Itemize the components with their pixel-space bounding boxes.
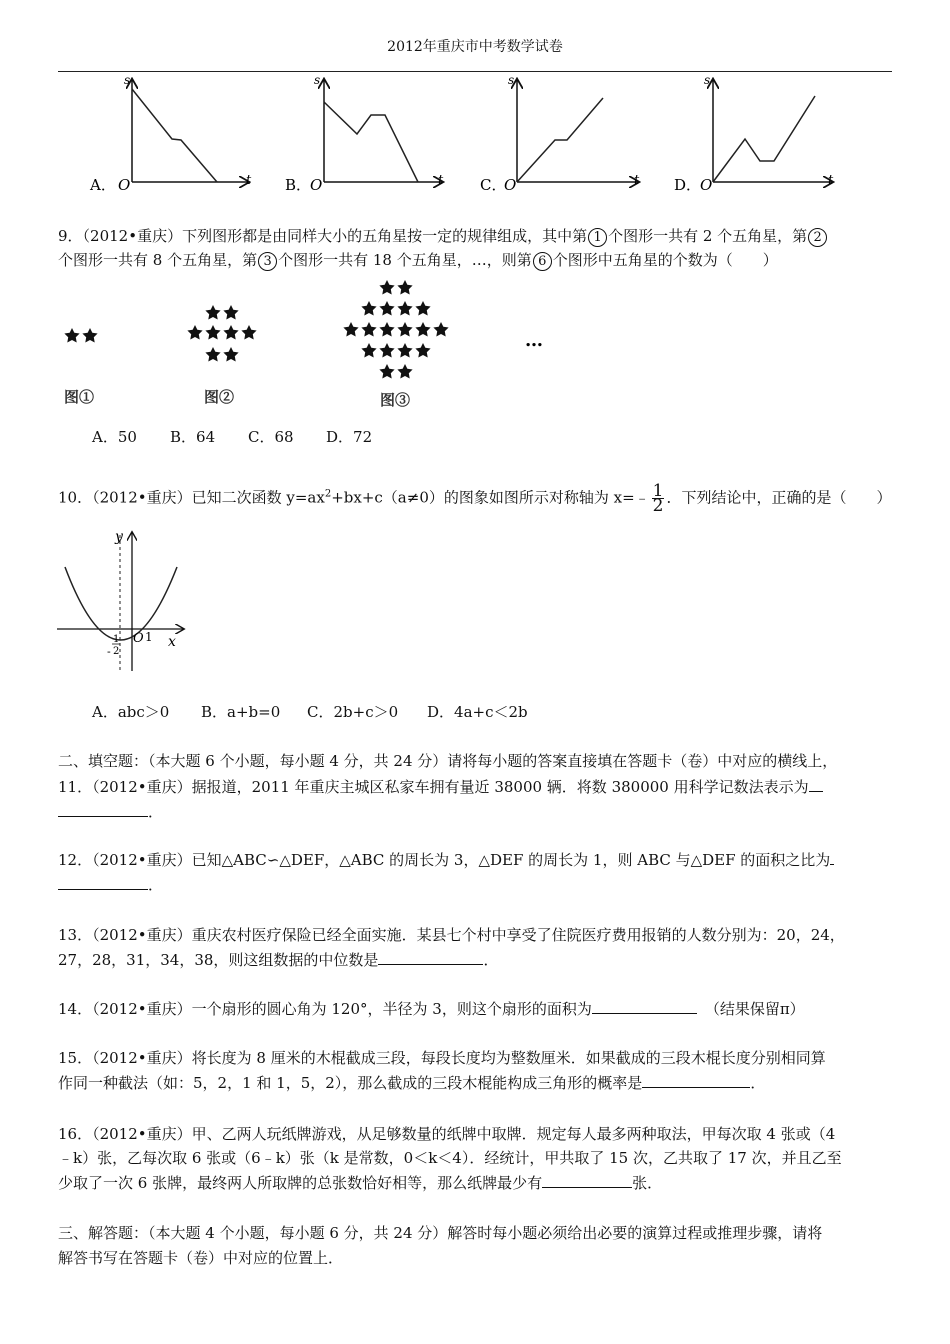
q9-line-1: 9．（2012•重庆）下列图形都是由同样大小的五角星按一定的规律组成，其中第 1 个图形一共有 2 个五角星，第 2: [58, 226, 828, 247]
q8-curve-a: [132, 89, 217, 182]
q8-curve-b: [324, 102, 418, 182]
circled-2: 2: [808, 228, 827, 247]
q8-d-s-label: s: [704, 73, 711, 87]
q12-answer-blank-start: [830, 850, 834, 865]
q8-d-origin: O: [700, 176, 713, 194]
q10-y-label: y: [115, 529, 123, 545]
q10-option-b: B．a+b=0: [201, 703, 281, 721]
circled-3: 3: [258, 252, 277, 271]
q8-c-s-label: s: [508, 73, 515, 87]
q8-graph-a: [89, 73, 252, 194]
circled-6: 6: [533, 252, 552, 271]
q10-parabola-graph: [55, 525, 200, 675]
q15-line-1: 15．（2012•重庆）将长度为 8 厘米的木棍截成三段，每段长度均为整数厘米．如果截成的三段木棍长度分别相同算: [58, 1049, 826, 1067]
q8-a-origin: O: [118, 176, 131, 194]
q9-star-figures: [60, 275, 560, 415]
q9-ellipsis: …: [525, 330, 543, 351]
q9-option-d: D．72: [326, 428, 373, 446]
q8-b-t-label: t: [438, 173, 444, 188]
q8-c-origin: O: [504, 176, 517, 194]
q8-a-t-label: t: [246, 173, 252, 188]
q8-d-t-label: t: [828, 173, 834, 188]
q11-answer-blank: [58, 802, 148, 817]
q9-fig-3-label: 图③: [380, 391, 411, 409]
q16-line-1: 16．（2012•重庆）甲、乙两人玩纸牌游戏，从足够数量的纸牌中取牌．规定每人最多两种取法，甲每次取 4 张或（4: [58, 1125, 836, 1143]
q8-c-t-label: t: [634, 173, 640, 188]
q10-one-label: 1: [145, 630, 153, 644]
q10-fraction: $\frac{1}{2}$: [652, 481, 664, 516]
circled-1: 1: [588, 228, 607, 247]
page-header-title: 2012年重庆市中考数学试卷: [387, 39, 563, 55]
q16-line-3: 少取了一次 6 张牌，最终两人所取牌的总张数恰好相等，那么纸牌最少有 张．: [58, 1174, 663, 1192]
q9-fig-1-stars: [64, 328, 97, 343]
section-3-line-1: 三、解答题：（本大题 4 个小题，每小题 6 分，共 24 分）解答时每小题必须给出必要的演算过程或推理步骤，请将: [58, 1224, 823, 1242]
q9-fig-1-label: 图①: [64, 388, 95, 406]
q16-line-2: ﹣k）张，乙每次取 6 张或（6﹣k）张（k 是常数，0＜k＜4）．经统计，甲共取了 15 次，乙共取了 17 次，并且乙至: [58, 1149, 842, 1167]
q9-fig-2-stars: [187, 305, 256, 362]
q8-b-s-label: s: [314, 73, 321, 87]
q10-half-den: 2: [113, 646, 120, 657]
q10-half-num: 1: [113, 634, 120, 645]
q10-option-c: C．2b+c＞0: [307, 703, 399, 721]
q14-answer-blank: [592, 999, 697, 1014]
q13-answer-blank: [378, 950, 483, 965]
q12-answer-blank: [58, 875, 148, 890]
q9-line-2: 个图形一共有 8 个五角星，第 3 个图形一共有 18 个五角星，…，则第 6 个图形中五角星的个数为（ ）: [58, 251, 778, 269]
q8-b-letter: B．: [285, 176, 312, 194]
q15-answer-blank: [642, 1073, 750, 1088]
q10-x-label: x: [168, 634, 176, 650]
q8-graph-c: [480, 73, 640, 194]
q9-option-b: B．64: [170, 428, 216, 446]
q8-curve-c: [517, 98, 603, 182]
q11-line-1: 11．（2012•重庆）据报道，2011 年重庆主城区私家车拥有量近 38000 辆．将数 380000 用科学记数法表示为: [58, 777, 823, 797]
q8-a-s-label: s: [124, 73, 131, 87]
q10-line-1: 10．（2012•重庆）已知二次函数 $y=ax^2+bx+c(a\ne 0)$的图象如图所示对称轴为 x=﹣ $\frac{1}{2}$ ．下列结论中，正确的是（ ）: [58, 481, 892, 516]
q8-graph-d: [674, 73, 834, 194]
section-2-title: 二、填空题：（本大题 6 个小题，每小题 4 分，共 24 分）请将每小题的答案直接填在答题卡（卷）中对应的横线上，: [58, 752, 838, 770]
q14-line-1: 14．（2012•重庆）一个扇形的圆心角为 120°，半径为 3，则这个扇形的面积为 （结果保留π）: [58, 1000, 805, 1018]
q8-graphs: [80, 72, 860, 197]
q8-curve-d: [713, 96, 815, 182]
q8-graph-b: [285, 73, 444, 194]
q10-minus-label: -: [107, 645, 111, 658]
q11-answer-blank-start: [809, 777, 823, 792]
q9-option-a: A．50: [92, 428, 137, 446]
q15-line-2: 作同一种截法（如：5，2，1 和 1，5，2），那么截成的三段木棍能构成三角形的概率是 ．: [58, 1074, 766, 1092]
q9-fig-3-stars: [343, 280, 448, 379]
q10-option-a: A．abc＞0: [92, 703, 170, 721]
q10-origin-label: O: [133, 631, 144, 646]
q10-option-d: D．4a+c＜2b: [427, 703, 528, 721]
section-3-line-2: 解答书写在答题卡（卷）中对应的位置上．: [58, 1249, 344, 1267]
q11-line-2: ．: [58, 802, 163, 822]
q13-line-1: 13．（2012•重庆）重庆农村医疗保险已经全面实施．某县七个村中享受了住院医疗费用报销的人数分别为：20，24，: [58, 926, 845, 944]
q16-answer-blank: [542, 1173, 632, 1188]
q13-line-2: 27，28，31，34，38，则这组数据的中位数是 ．: [58, 951, 499, 969]
q8-a-letter: A．: [90, 176, 116, 194]
q8-d-letter: D．: [674, 176, 702, 194]
q9-option-c: C．68: [248, 428, 294, 446]
q8-c-letter: C．: [480, 176, 507, 194]
q8-b-origin: O: [310, 176, 323, 194]
q9-fig-2-label: 图②: [204, 388, 235, 406]
q12-line-1: 12．（2012•重庆）已知△ABC∽△DEF，△ABC 的周长为 3，△DEF 的周长为 1，则 ABC 与△DEF 的面积之比为: [58, 850, 834, 870]
q12-line-2: ．: [58, 875, 163, 895]
